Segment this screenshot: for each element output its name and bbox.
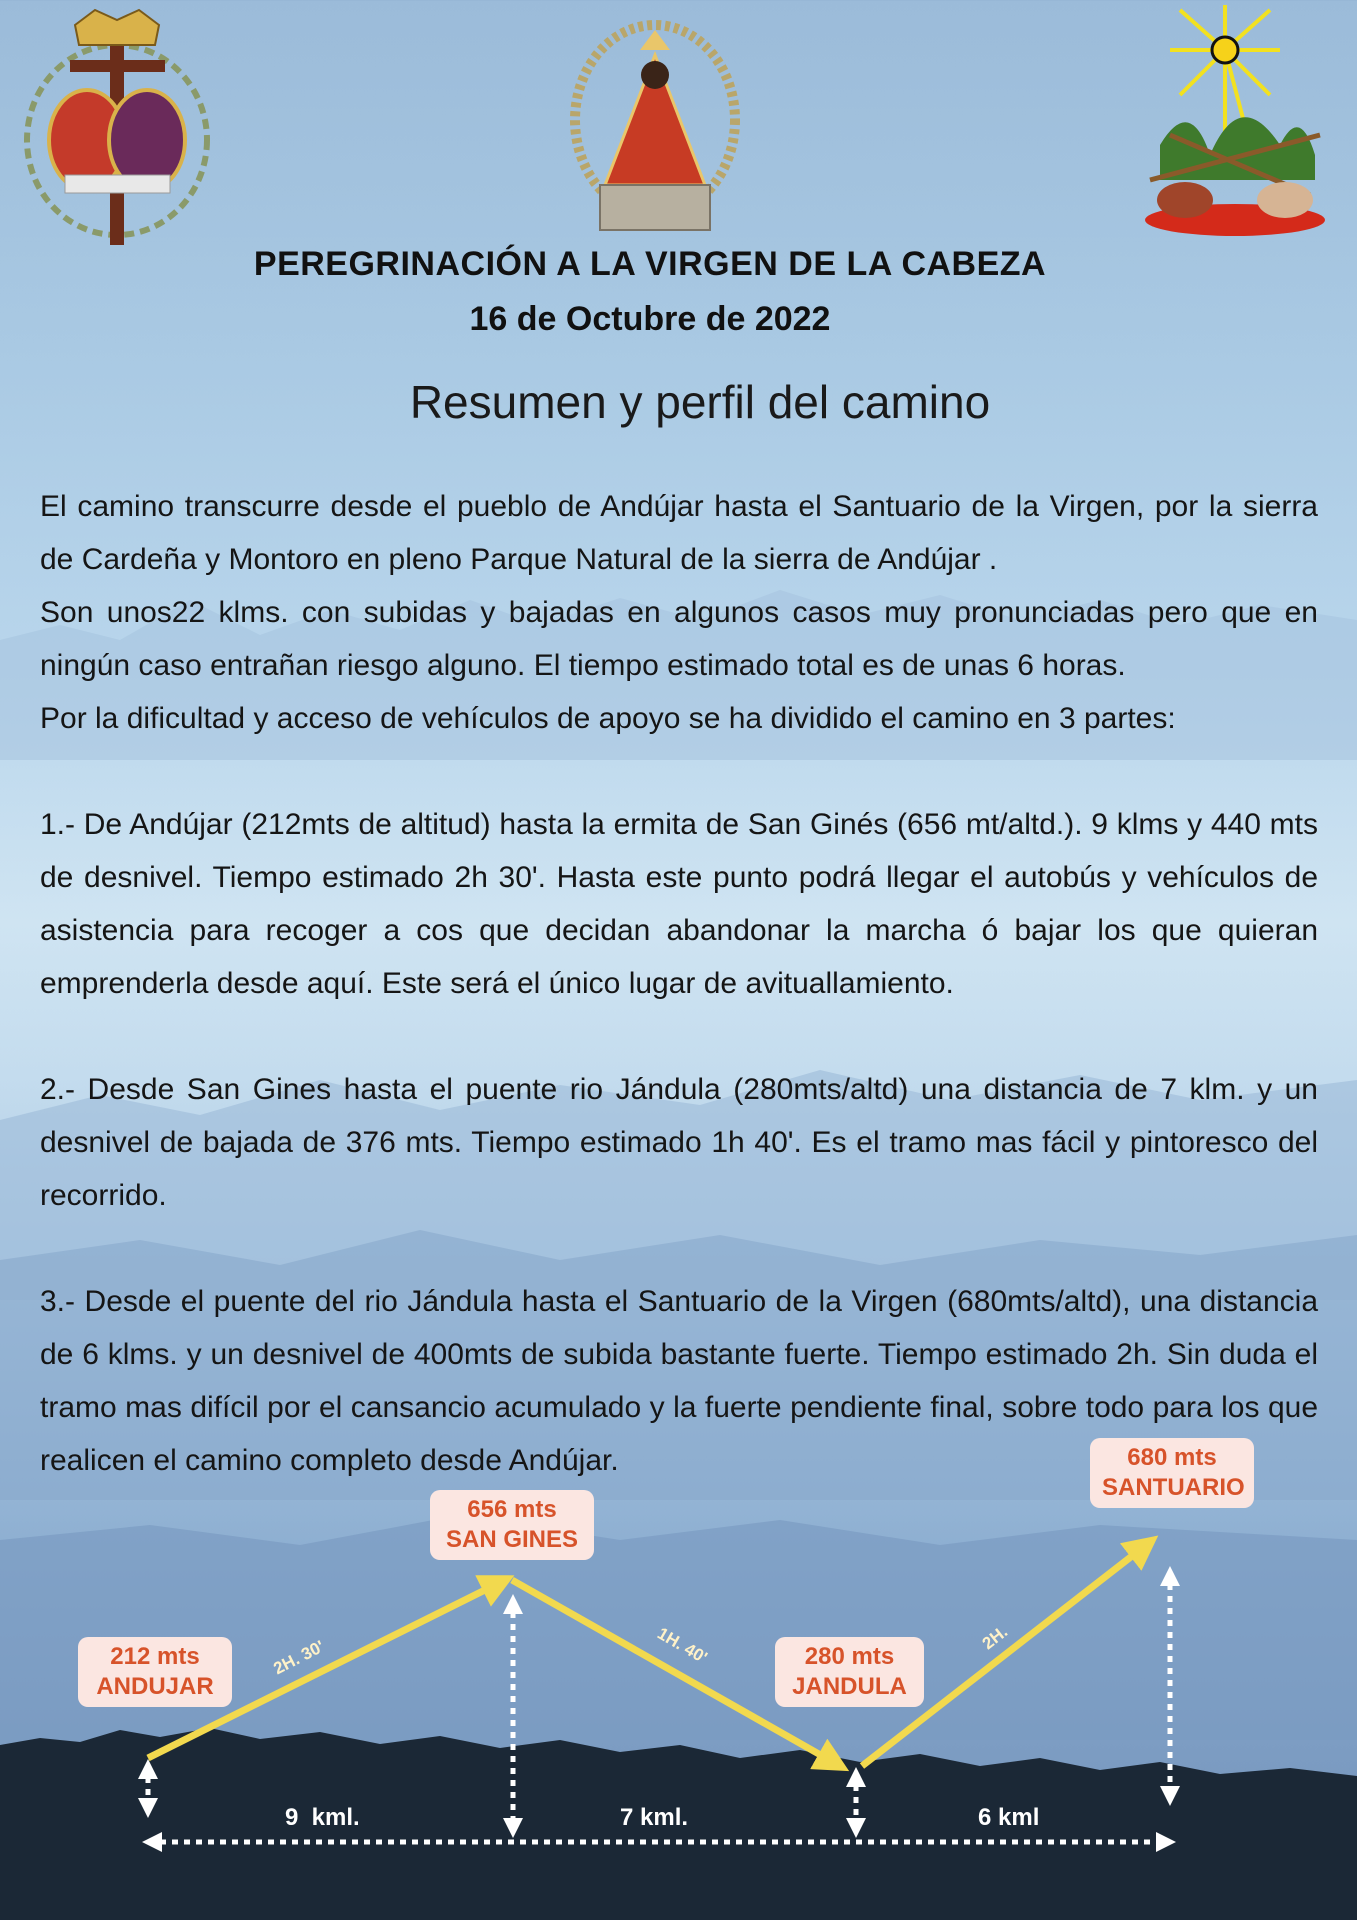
intro-paragraph-2: Son unos22 klms. con subidas y bajadas en algunos casos muy pronunciadas pero que en ningún caso entrañan riesgo alguno. El tiempo estimado total es de unas 6 horas. <box>40 596 1318 682</box>
segment-distance-2: 7 kml. <box>620 1804 689 1831</box>
virgin-image-icon <box>565 15 745 240</box>
event-date: 16 de Octubre de 2022 <box>469 300 831 338</box>
route-description <box>40 480 1318 1487</box>
stage-3-paragraph: 3.- Desde el puente del rio Jándula hasta el Santuario de la Virgen (680mts/altd), una distancia de 6 klms. y un desnivel de 400mts de subida bastante fuerte. Tiempo estimado 2h. Sin duda el tramo mas difícil por el cansancio acumulado y la fuerte pendiente final, sobre todo para los que realicen el camino completo desde Andújar. <box>40 1285 1318 1477</box>
cofradia-crest-icon <box>15 5 220 245</box>
stage-2-paragraph: 2.- Desde San Gines hasta el puente rio Jándula (280mts/altd) una distancia de 7 klm. y un desnivel de bajada de 376 mts. Tiempo estimado 1h 40'. Es el tramo mas fácil y pintoresco del recorrido. <box>40 1073 1318 1212</box>
sun-oxen-crest-icon <box>1130 5 1330 240</box>
segment-distance-1: 9 kml. <box>285 1804 360 1831</box>
point-label-andujar: 212 mts ANDUJAR <box>78 1637 232 1707</box>
page-title: PEREGRINACIÓN A LA VIRGEN DE LA CABEZA <box>253 245 1047 283</box>
segment-time-2: 1H. 40' <box>654 1623 711 1668</box>
section-subtitle: Resumen y perfil del camino <box>409 376 991 428</box>
intro-paragraph-3: Por la dificultad y acceso de vehículos de apoyo se ha dividido el camino en 3 partes: <box>40 702 1176 735</box>
segment-time-3: 2H. <box>978 1621 1012 1654</box>
point-label-jandula: 280 mts JANDULA <box>775 1637 924 1707</box>
point-label-san-gines: 656 mts SAN GINES <box>430 1490 594 1560</box>
stage-1-paragraph: 1.- De Andújar (212mts de altitud) hasta la ermita de San Ginés (656 mt/altd.). 9 klms y 440 mts de desnivel. Tiempo estimado 2h 30'. Hasta este punto podrá llegar el autobús y vehículos de asistencia para recoger a cos que decidan abandonar la marcha ó bajar los que quieran emprenderla desde aquí. Este será el único lugar de avituallamiento. <box>40 808 1318 1000</box>
segment-distance-3: 6 kml <box>978 1804 1040 1831</box>
intro-paragraph-1: El camino transcurre desde el pueblo de Andújar hasta el Santuario de la Virgen, por la sierra de Cardeña y Montoro en pleno Parque Natural de la sierra de Andújar . <box>40 490 1318 576</box>
point-label-santuario: 680 mts SANTUARIO <box>1090 1438 1254 1508</box>
segment-time-1: 2H. 30' <box>270 1636 328 1679</box>
